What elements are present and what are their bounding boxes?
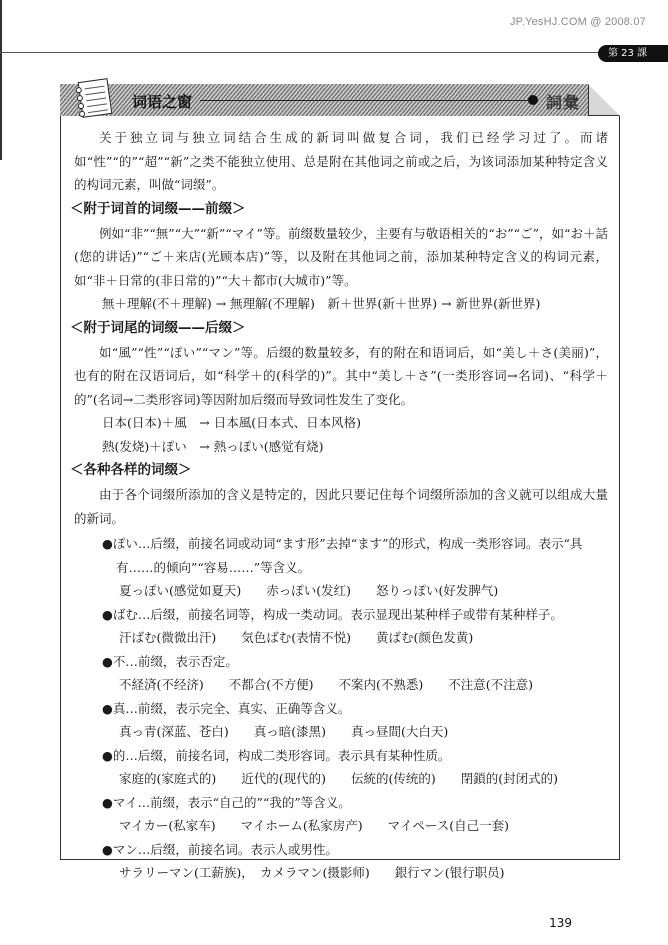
suffix-paragraph: 如“風”“性”“ぽい”“マン”等。后缀的数量较多，有的附在和语词后，如“美し＋さ(美丽)”，也有的附在汉语词后，如“科学＋的(科学的)”。其中“美し＋さ”(一类形容词→名词)、“科学＋的”(名词→二类形容词)等因附加后缀而导致词性发生了变化。 — [74, 344, 608, 407]
affix-examples: マイカー(私家车) マイホーム(私家房产) マイペース(自己一套) — [119, 818, 510, 833]
section-heading-suffix: ＜附于词尾的词缀——后缀＞ — [70, 319, 246, 336]
affix-examples: 夏っぽい(感觉如夏天) 赤っぽい(发红) 怒りっぽい(好发脾气) — [119, 583, 499, 598]
banner-label: 詞彙 — [546, 93, 581, 112]
section-heading-various: ＜各种各样的词缀＞ — [70, 462, 192, 478]
banner-divider — [200, 100, 530, 101]
affix-desc: ●不…前缀，表示否定。 — [102, 653, 238, 669]
lesson-tab: 第 23 課 — [598, 45, 668, 62]
page-edge-rule — [0, 0, 2, 160]
affix-examples: 不経済(不经济) 不都合(不方便) 不案内(不熟悉) 不注意(不注意) — [119, 677, 534, 692]
suffix-example: 熱(发烧)＋ぽい → 熱っぽい(感觉有烧) — [102, 438, 324, 454]
page-fold-icon — [588, 84, 620, 116]
affix-desc: ●ぽい…后缀，前接名词或动词“ます形”去掉“ます”的形式，构成一类形容词。表示“具有……的倾向”“容易……”等含义。 — [102, 536, 583, 575]
affix-desc: ●マン…后缀，前接名词。表示人或男性。 — [102, 841, 338, 857]
page-number: 139 — [549, 916, 572, 930]
bullet-dot-icon — [528, 95, 538, 105]
affix-desc: ●ばむ…后缀，前接名词等，构成一类动词。表示显现出某种样子或带有某种样子。 — [102, 606, 563, 622]
affix-item — [74, 744, 608, 791]
section-heading-prefix: ＜附于词首的词缀——前缀＞ — [70, 200, 246, 217]
notebook-icon — [78, 78, 113, 118]
section-banner — [60, 84, 620, 116]
banner-title: 词语之窗 — [132, 93, 193, 111]
affix-item — [74, 697, 608, 744]
suffix-example: 日本(日本)＋風 → 日本風(日本式、日本风格) — [102, 415, 361, 430]
affix-list — [74, 532, 608, 885]
affix-desc: ●真…前缀，表示完全、真实、正确等含义。 — [102, 700, 351, 716]
header-rule — [0, 52, 600, 53]
vocabulary-box — [60, 84, 620, 880]
affix-examples: 家庭的(家庭式的) 近代的(现代的) 伝統的(传统的) 閉鎖的(封闭式的) — [119, 771, 559, 786]
prefix-paragraph: 例如“非”“無”“大”“新”“マイ”等。前缀数量较少，主要有与敬语相关的“お”“ご”，如“お＋話(您的讲话)”“ご＋来店(光顾本店)”等，以及附在其他词之前，添加某种特定含义的构词元素，如“非＋日常的(非日常的)”“大＋都市(大城市)”等。 — [74, 225, 608, 288]
affix-item — [74, 838, 608, 885]
affix-examples: 汗ばむ(微微出汗) 気色ばむ(表情不悦) 黄ばむ(颜色发黄) — [119, 630, 474, 645]
affix-item — [74, 532, 608, 603]
various-paragraph: 由于各个词缀所添加的含义是特定的，因此只要记住每个词缀所添加的含义就可以组成大量的新词。 — [74, 487, 608, 526]
affix-examples: 真っ青(深蓝、苍白) 真っ暗(漆黑) 真っ昼間(大白天) — [119, 724, 449, 739]
prefix-example: 無＋理解(不＋理解) → 無理解(不理解) 新＋世界(新＋世界) → 新世界(新世界) — [102, 296, 541, 311]
affix-item — [74, 791, 608, 838]
affix-desc: ●マイ…前缀，表示“自己的”“我的”等含义。 — [102, 794, 351, 810]
watermark: JP.YesHJ.COM @ 2008.07 — [509, 16, 646, 28]
affix-desc: ●的…后缀，前接名词，构成二类形容词。表示具有某种性质。 — [102, 747, 451, 763]
box-content — [70, 126, 608, 885]
intro-paragraph: 关于独立词与独立词结合生成的新词叫做复合词，我们已经学习过了。而诸如“性”“的”“超”“新”之类不能独立使用、总是附在其他词之前或之后，为该词添加某种特定含义的构词元素，叫做“词缀”。 — [74, 130, 608, 192]
affix-item — [74, 650, 608, 697]
affix-item — [74, 603, 608, 650]
affix-examples: サラリーマン(工薪族)， カメラマン(摄影师) 銀行マン(银行职员) — [119, 865, 505, 880]
